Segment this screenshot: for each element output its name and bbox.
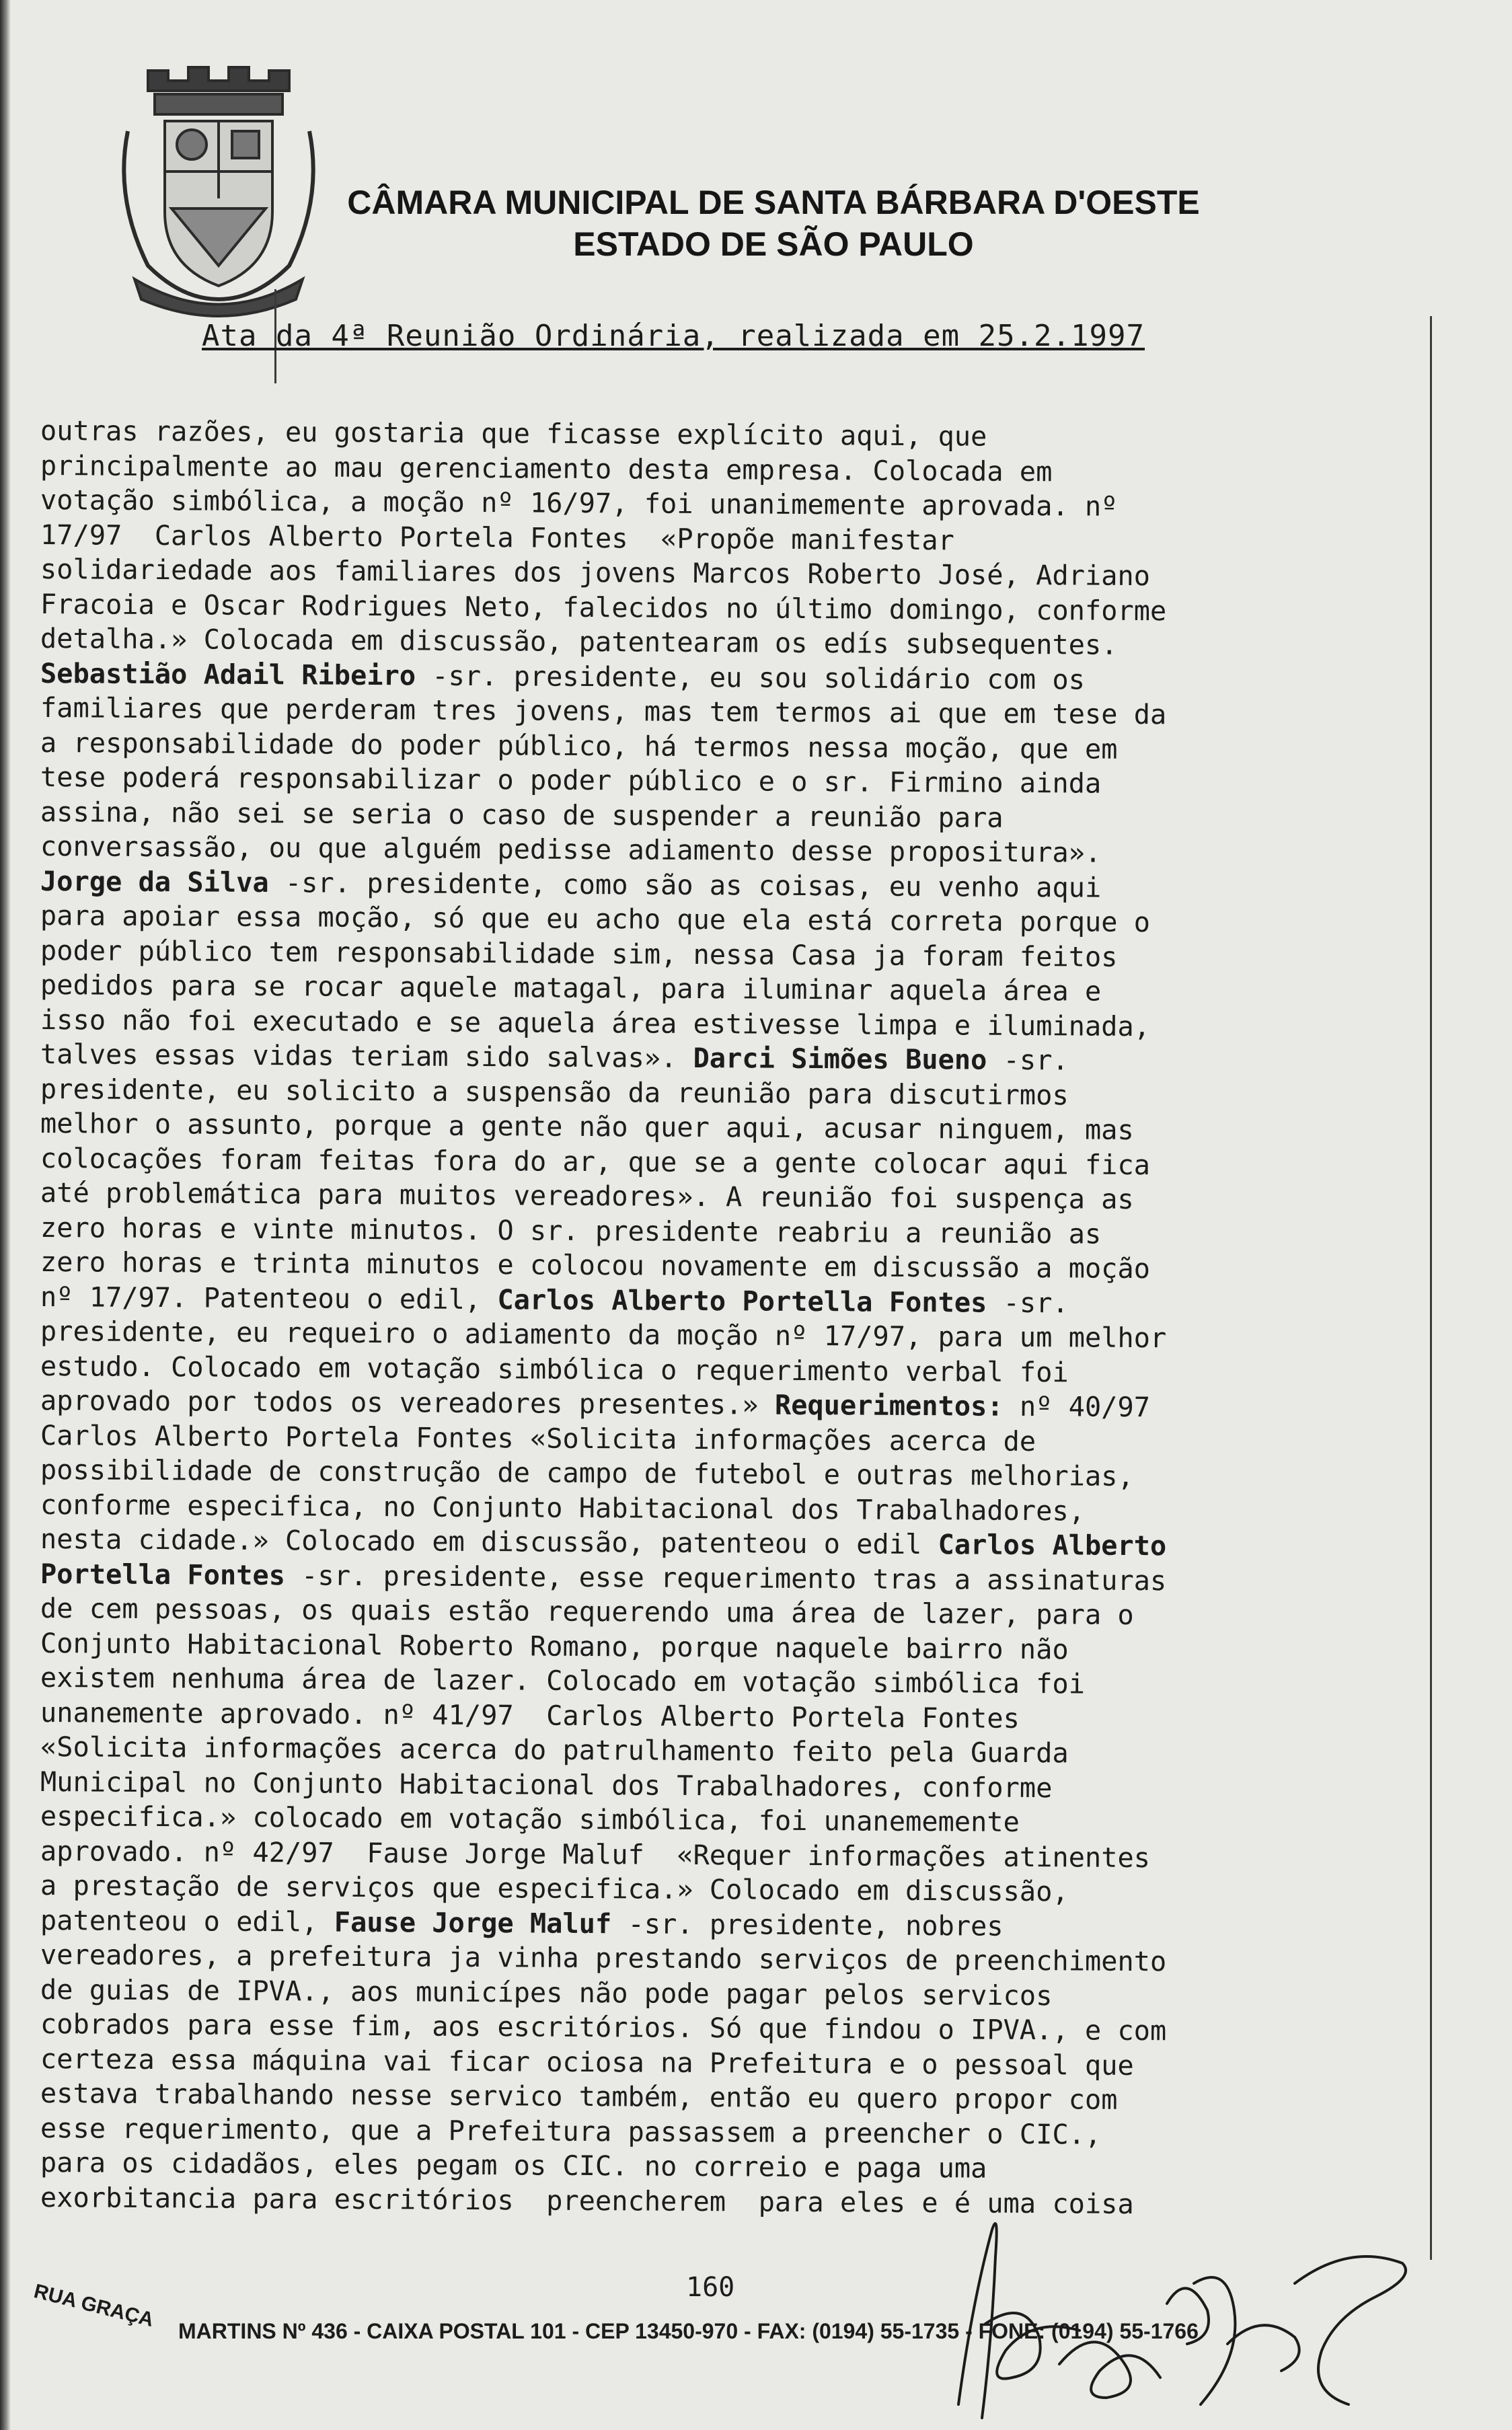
text-run: -sr. [987,1286,1069,1319]
text-run: votação simbólica, a moção nº 16/97, foi unanimemente aprovada. nº [40,484,1118,523]
text-run: estava trabalhando nesse servico também, então eu quero propor com [40,2077,1118,2116]
state-name: ESTADO DE SÃO PAULO [573,225,974,263]
page-number: 160 [686,2272,735,2303]
text-run: -sr. presidente, como são as coisas, eu venho aqui [268,866,1102,904]
footer-street-prefix: RUA GRAÇA [32,2280,156,2332]
scan-page-edge [0,0,11,2430]
text-run: exorbitancia para escritórios preencherem para eles e é uma coisa [40,2180,1134,2220]
text-run: principalmente ao mau gerenciamento desta empresa. Colocada em [40,449,1053,488]
minutes-body [40,414,1433,2220]
minutes-title: Ata da 4ª Reunião Ordinária, realizada em 25.2.1997 [202,319,1145,353]
text-run: presidente, eu solicito a suspensão da reunião para discutirmos [40,1072,1069,1111]
text-run: pedidos para se rocar aquele matagal, para iluminar aquela área e [40,969,1102,1008]
text-run: estudo. Colocado em votação simbólica o requerimento verbal foi [40,1349,1069,1388]
handwritten-signatures [945,2203,1429,2425]
municipal-coat-of-arms-icon [108,64,330,319]
letterhead [336,182,1211,265]
text-run: possibilidade de construção de campo de futebol e outras melhorias, [40,1453,1134,1492]
text-run: aprovado. nº 42/97 Fause Jorge Maluf «Requer informações atinentes [40,1834,1151,1874]
text-run: -sr. presidente, nobres [611,1907,1004,1942]
text-run: até problemática para muitos vereadores». A reunião foi suspença as [40,1176,1134,1215]
text-run: -sr. presidente, eu sou solidário com os [415,658,1086,696]
text-run: conversassão, ou que alguém pedisse adiamento desse propositura». [40,830,1102,869]
text-run: «Solicita informações acerca do patrulhamento feito pela Guarda [40,1731,1069,1770]
text-run: nº 17/97. Patenteou o edil, [40,1280,498,1316]
text-run: de cem pessoas, os quais estão requerendo uma área de lazer, para o [40,1592,1134,1631]
text-run: conforme especifica, no Conjunto Habitacional dos Trabalhadores, [40,1488,1086,1527]
text-run: de guias de IPVA., aos municípes não pode pagar pelos servicos [40,1973,1053,2012]
text-run: aprovado por todos os vereadores presentes.» [40,1384,776,1421]
institution-name: CÂMARA MUNICIPAL DE SANTA BÁRBARA D'OESTE [347,184,1200,221]
text-run: colocações foram feitas fora do ar, que se a gente colocar aqui fica [40,1141,1151,1181]
text-run: Municipal no Conjunto Habitacional dos Trabalhadores, conforme [40,1765,1053,1804]
text-run: vereadores, a prefeitura ja vinha prestando serviços de preenchimento [40,1938,1167,1978]
text-run: tese poderá responsabilizar o poder público e o sr. Firmino ainda [40,761,1102,800]
text-run: zero horas e trinta minutos e colocou novamente em discussão a moção [40,1246,1151,1285]
text-run: familiares que perderam tres jovens, mas tem termos ai que em tese da [40,691,1167,731]
text-run: assina, não sei se seria o caso de suspender a reunião para [40,795,1004,834]
text-run: Carlos Alberto Portela Fontes «Solicita informações acerca de [40,1418,1036,1457]
footer-address: MARTINS Nº 436 - CAIXA POSTAL 101 - CEP 13450-970 - FAX: (0194) 55-1735 - FONE: (0194) 55-1766 [178,2319,1199,2343]
text-run: melhor o assunto, porque a gente não quer aqui, acusar ninguem, mas [40,1107,1134,1146]
speaker-name: Carlos Alberto [938,1528,1167,1562]
text-run: nº 40/97 [1003,1390,1151,1424]
text-run: -sr. presidente, esse requerimento tras a assinaturas [285,1558,1167,1597]
text-run: solidariedade aos familiares dos jovens Marcos Roberto José, Adriano [40,553,1151,593]
text-run: cobrados para esse fim, aos escritórios. Só que findou o IPVA., e com [40,2008,1167,2047]
speaker-name: Fause Jorge Maluf [334,1905,612,1940]
text-run: para os cidadãos, eles pegam os CIC. no correio e paga uma [40,2146,987,2185]
text-run: outras razões, eu gostaria que ficasse explícito aqui, que [40,414,987,453]
text-run: nesta cidade.» Colocado em discussão, patenteou o edil [40,1523,938,1561]
speaker-name: Darci Simões Bueno [693,1041,987,1076]
text-run: a responsabilidade do poder público, há termos nessa moção, que em [40,726,1118,765]
text-run: Fracoia e Oscar Rodrigues Neto, falecidos no último domingo, conforme [40,587,1167,627]
text-run: esse requerimento, que a Prefeitura passassem a preencher o CIC., [40,2111,1102,2151]
speaker-name: Sebastião Adail Ribeiro [40,656,416,691]
text-run: certeza essa máquina vai ficar ociosa na Prefeitura e o pessoal que [40,2042,1134,2082]
text-run: talves essas vidas teriam sido salvas». [40,1038,693,1074]
text-run: Conjunto Habitacional Roberto Romano, porque naquele bairro não [40,1626,1069,1665]
speaker-name: Carlos Alberto Portella Fontes [497,1283,987,1319]
text-run: unanemente aprovado. nº 41/97 Carlos Alberto Portela Fontes [40,1696,1020,1735]
text-run: poder público tem responsabilidade sim, nessa Casa ja foram feitos [40,934,1118,973]
text-run: presidente, eu requeiro o adiamento da moção nº 17/97, para um melhor [40,1315,1167,1355]
text-run: existem nenhuma área de lazer. Colocado em votação simbólica foi [40,1661,1086,1700]
speaker-name: Portella Fontes [40,1557,286,1591]
text-run: detalha.» Colocada em discussão, patentearam os edís subsequentes. [40,622,1118,661]
text-run: 17/97 Carlos Alberto Portela Fontes «Propõe manifestar [40,518,954,556]
text-run: patenteou o edil, [40,1903,334,1938]
speaker-name: Jorge da Silva [40,864,269,899]
speaker-name: Requerimentos: [774,1388,1004,1422]
text-run: para apoiar essa moção, só que eu acho que ela está correta porque o [40,899,1151,939]
text-run: especifica.» colocado em votação simbólica, foi unanemementе [40,1800,1020,1838]
text-run: -sr. [987,1043,1069,1077]
text-run: a prestação de serviços que especifica.» Colocado em discussão, [40,1869,1069,1908]
text-run: zero horas e vinte minutos. O sr. presidente reabriu a reunião as [40,1211,1102,1250]
text-run: isso não foi executado e se aquela área estivesse limpa e iluminada, [40,1003,1151,1042]
